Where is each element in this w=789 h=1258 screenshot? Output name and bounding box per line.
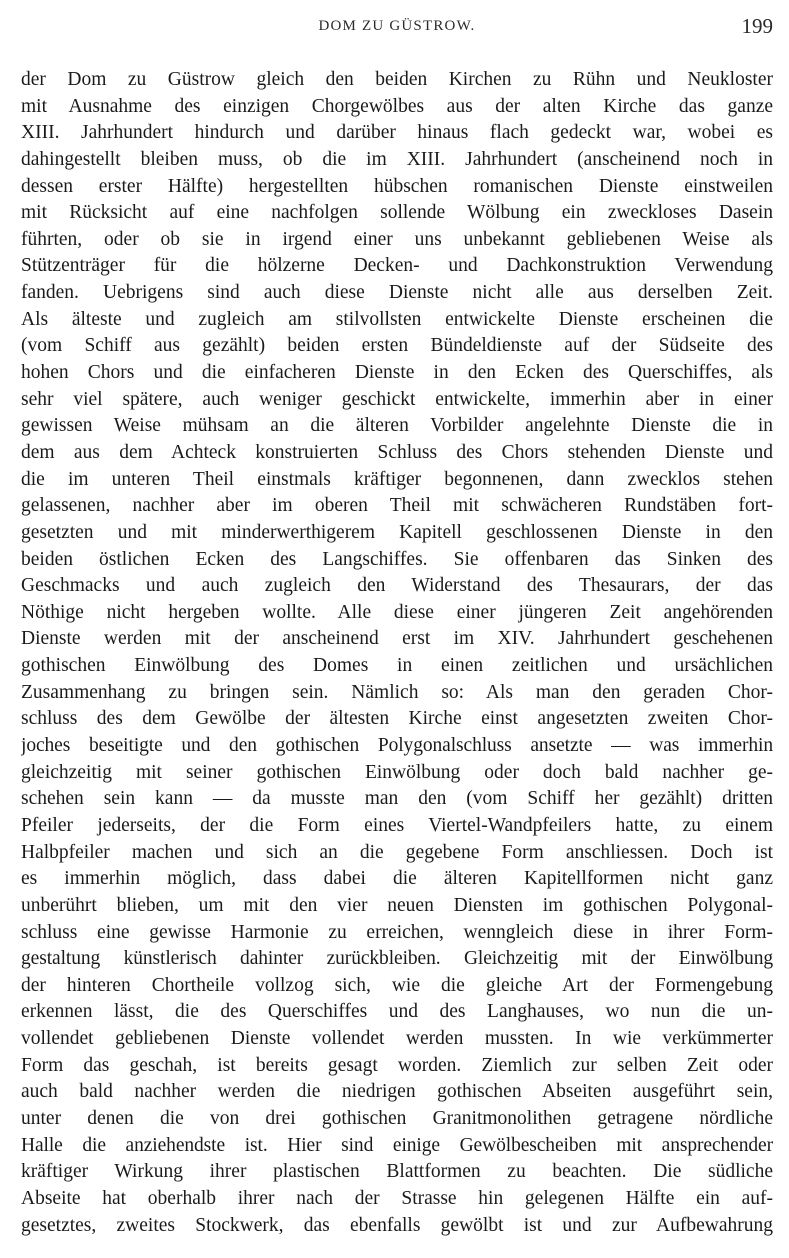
text-line: mit Rücksicht auf eine nachfolgen sollende Wölbung ein zweckloses Dasein (21, 202, 773, 224)
text-line: fanden. Uebrigens sind auch diese Dienste nicht alle aus derselben Zeit. (21, 282, 773, 304)
text-line: dessen erster Hälfte) hergestellten hübschen romanischen Dienste einstweilen (21, 175, 773, 197)
text-line: hohen Chors und die einfacheren Dienste in den Ecken des Querschiffes, als (21, 362, 773, 384)
text-line: auch bald nachher werden die niedrigen gothischen Abseiten ausgeführt sein, (21, 1081, 773, 1103)
running-title: DOM ZU GÜSTROW. (318, 18, 476, 34)
text-line: gothischen Einwölbung des Domes in einen zeitlichen und ursächlichen (21, 655, 773, 677)
text-line: Als älteste und zugleich am stilvollsten entwickelte Dienste erscheinen die (21, 308, 773, 330)
text-line: sehr viel spätere, auch weniger geschickt entwickelte, immerhin aber in einer (21, 388, 773, 410)
text-line: Nöthige nicht hergeben wollte. Alle diese einer jüngeren Zeit angehörenden (21, 601, 773, 623)
text-line: Halle die anziehendste ist. Hier sind einige Gewölbescheiben mit ansprechender (21, 1134, 773, 1156)
text-line: gelassenen, nachher aber im oberen Theil mit schwächeren Rundstäben fort- (21, 495, 773, 517)
text-line: der hinteren Chortheile vollzog sich, wie die gleiche Art der Formengebung (21, 974, 773, 996)
text-line: unter denen die von drei gothischen Granitmonolithen getragene nördliche (21, 1107, 773, 1129)
text-line: kräftiger Wirkung ihrer plastischen Blattformen zu beachten. Die südliche (21, 1161, 773, 1183)
text-line: (vom Schiff aus gezählt) beiden ersten Bündeldienste auf der Südseite des (21, 335, 773, 357)
text-line: beiden östlichen Ecken des Langschiffes. Sie offenbaren das Sinken des (21, 548, 773, 570)
page-number: 199 (741, 14, 773, 38)
text-line: erkennen lässt, die des Querschiffes und des Langhauses, wo nun die un- (21, 1001, 773, 1023)
text-line: gestaltung künstlerisch dahinter zurückbleiben. Gleichzeitig mit der Einwölbung (21, 948, 773, 970)
text-line: dem aus dem Achteck konstruierten Schluss des Chors stehenden Dienste und (21, 441, 773, 463)
text-line: Stützenträger für die hölzerne Decken- und Dachkonstruktion Verwendung (21, 255, 773, 277)
text-line: die im unteren Theil einstmals kräftiger begonnenen, dann zwecklos stehen (21, 468, 773, 490)
text-line: mit Ausnahme des einzigen Chorgewölbes aus der alten Kirche das ganze (21, 95, 773, 117)
text-line: schehen sein kann — da musste man den (vom Schiff her gezählt) dritten (21, 788, 773, 810)
running-head (21, 14, 773, 44)
body-text (21, 67, 773, 1239)
text-line: gesetzten und mit minderwerthigerem Kapitell geschlossenen Dienste in den (21, 521, 773, 543)
text-line: Pfeiler jederseits, der die Form eines Viertel-Wandpfeilers hatte, zu einem (21, 814, 773, 836)
text-line: Form das geschah, ist bereits gesagt worden. Ziemlich zur selben Zeit oder (21, 1054, 773, 1076)
text-line: joches beseitigte und den gothischen Polygonalschluss ansetzte — was immerhin (21, 735, 773, 757)
text-line: vollendet gebliebenen Dienste vollendet werden mussten. In wie verkümmerter (21, 1028, 773, 1050)
text-line: XIII. Jahrhundert hindurch und darüber hinaus flach gedeckt war, wobei es (21, 122, 773, 144)
text-line: der Dom zu Güstrow gleich den beiden Kirchen zu Rühn und Neukloster (21, 69, 773, 90)
text-line: schluss des dem Gewölbe der ältesten Kirche einst angesetzten zweiten Chor- (21, 708, 773, 730)
text-line: schluss eine gewisse Harmonie zu erreichen, wenngleich diese in ihrer Form- (21, 921, 773, 943)
text-line: Halbpfeiler machen und sich an die gegebene Form anschliessen. Doch ist (21, 841, 773, 863)
text-line: Geschmacks und auch zugleich den Widerstand des Thesaurars, der das (21, 575, 773, 597)
text-line: dahingestellt bleiben muss, ob die im XIII. Jahrhundert (anscheinend noch in (21, 148, 773, 170)
text-line: Abseite hat oberhalb ihrer nach der Strasse hin gelegenen Hälfte ein auf- (21, 1187, 773, 1209)
text-line: Dienste werden mit der anscheinend erst im XIV. Jahrhundert geschehenen (21, 628, 773, 650)
text-line: führten, oder ob sie in irgend einer uns unbekannt gebliebenen Weise als (21, 228, 773, 250)
text-line: unberührt blieben, um mit den vier neuen Diensten im gothischen Polygonal- (21, 894, 773, 916)
text-line: gesetztes, zweites Stockwerk, das ebenfalls gewölbt ist und zur Aufbewahrung (21, 1214, 773, 1236)
text-line: gewissen Weise mühsam an die älteren Vorbilder angelehnte Dienste die in (21, 415, 773, 437)
text-line: Zusammenhang zu bringen sein. Nämlich so: Als man den geraden Chor- (21, 681, 773, 703)
text-line: es immerhin möglich, dass dabei die älteren Kapitellformen nicht ganz (21, 868, 773, 890)
text-line: gleichzeitig mit seiner gothischen Einwölbung oder doch bald nachher ge- (21, 761, 773, 783)
